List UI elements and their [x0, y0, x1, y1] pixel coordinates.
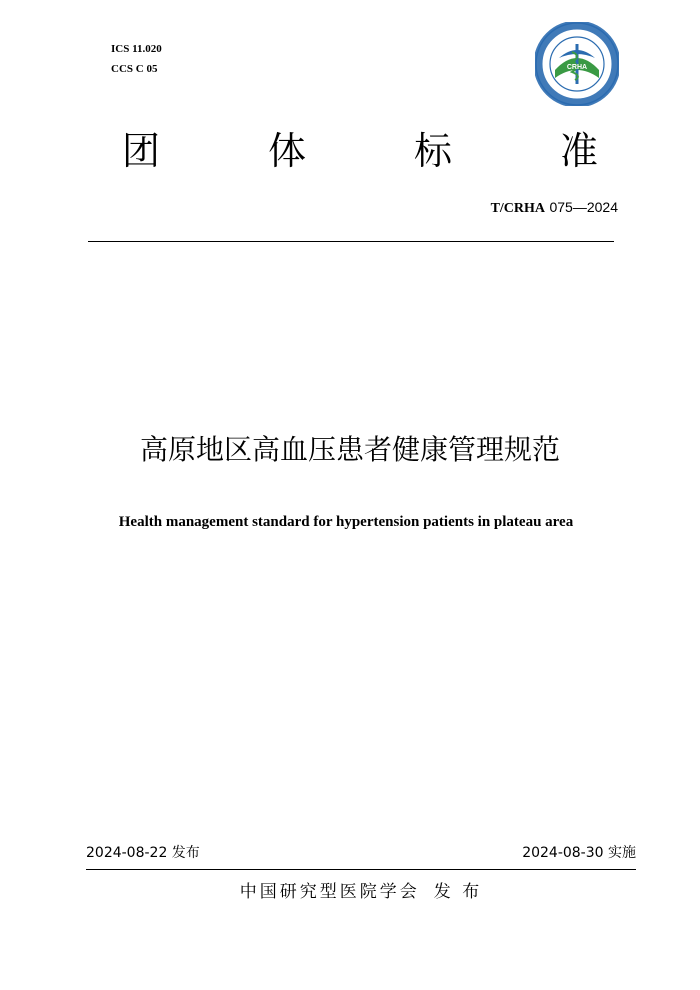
- ics-code: ICS 11.020: [111, 43, 162, 55]
- standard-number-value: 075—2024: [549, 199, 618, 215]
- footer-divider: [86, 869, 636, 870]
- association-logo: [535, 22, 619, 106]
- title-chinese: 高原地区高血压患者健康管理规范: [139, 433, 560, 466]
- doc-type-char: 团: [122, 129, 161, 173]
- title-english: Health management standard for hypertension patients in plateau area: [118, 514, 574, 530]
- standard-number: [491, 198, 618, 218]
- document-type-title: [122, 128, 598, 174]
- publisher-name: 中国研究型医院学会: [239, 882, 420, 902]
- publisher-line: [0, 880, 700, 904]
- standard-prefix: T/CRHA: [490, 201, 546, 216]
- issue-date: 2024-08-22 发布: [86, 845, 200, 861]
- publish-word: 发 布: [433, 882, 483, 902]
- doc-type-char: 标: [413, 129, 452, 173]
- logo-emblem-icon: [535, 22, 619, 106]
- ccs-code: CCS C 05: [111, 63, 158, 75]
- logo-text: CRHA: [566, 64, 588, 71]
- doc-type-char: 准: [559, 129, 598, 173]
- implementation-date: 2024-08-30 实施: [522, 845, 636, 861]
- header-divider: [88, 241, 614, 242]
- doc-type-char: 体: [267, 129, 306, 173]
